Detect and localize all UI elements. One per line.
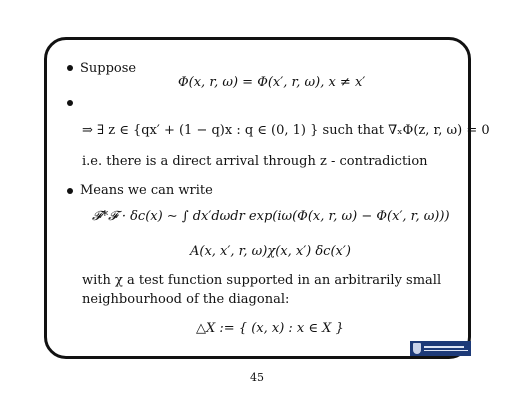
contradiction-text: i.e. there is a direct arrival through z - contradiction [82, 154, 428, 169]
test-function-text-line2: neighbourhood of the diagonal: [82, 292, 290, 307]
bullet-2 [67, 100, 73, 106]
formula-integral-line2: A(x, x′, r, ω)χ(x, x′) δc(x′) [190, 244, 351, 259]
bullet-suppose-text: Suppose [80, 61, 137, 76]
bullet-means-text: Means we can write [80, 183, 213, 198]
test-function-text-line1: with χ a test function supported in an arbitrarily small [82, 273, 442, 288]
formula-diagonal: △X := { (x, x) : x ∈ X } [196, 321, 344, 336]
implication-line: ⇒ ∃ z ∈ {qx′ + (1 − q)x : q ∈ (0, 1) } such that ∇ₓΦ(z, r, ω) = 0 [82, 123, 490, 138]
formula-integral-line1: 𝓕*𝓕 · δc(x) ∼ ∫ dx′dωdr exp(iω(Φ(x, r, ω) − Φ(x′, r, ω))) [92, 209, 450, 224]
university-logo [410, 341, 471, 356]
bullet-1 [67, 65, 73, 71]
page-number: 45 [250, 371, 264, 384]
bullet-3 [67, 188, 73, 194]
formula-phi-equality: Φ(x, r, ω) = Φ(x′, r, ω), x ≠ x′ [178, 75, 366, 90]
logo-wordmark [424, 346, 468, 351]
crest-icon [413, 343, 421, 354]
